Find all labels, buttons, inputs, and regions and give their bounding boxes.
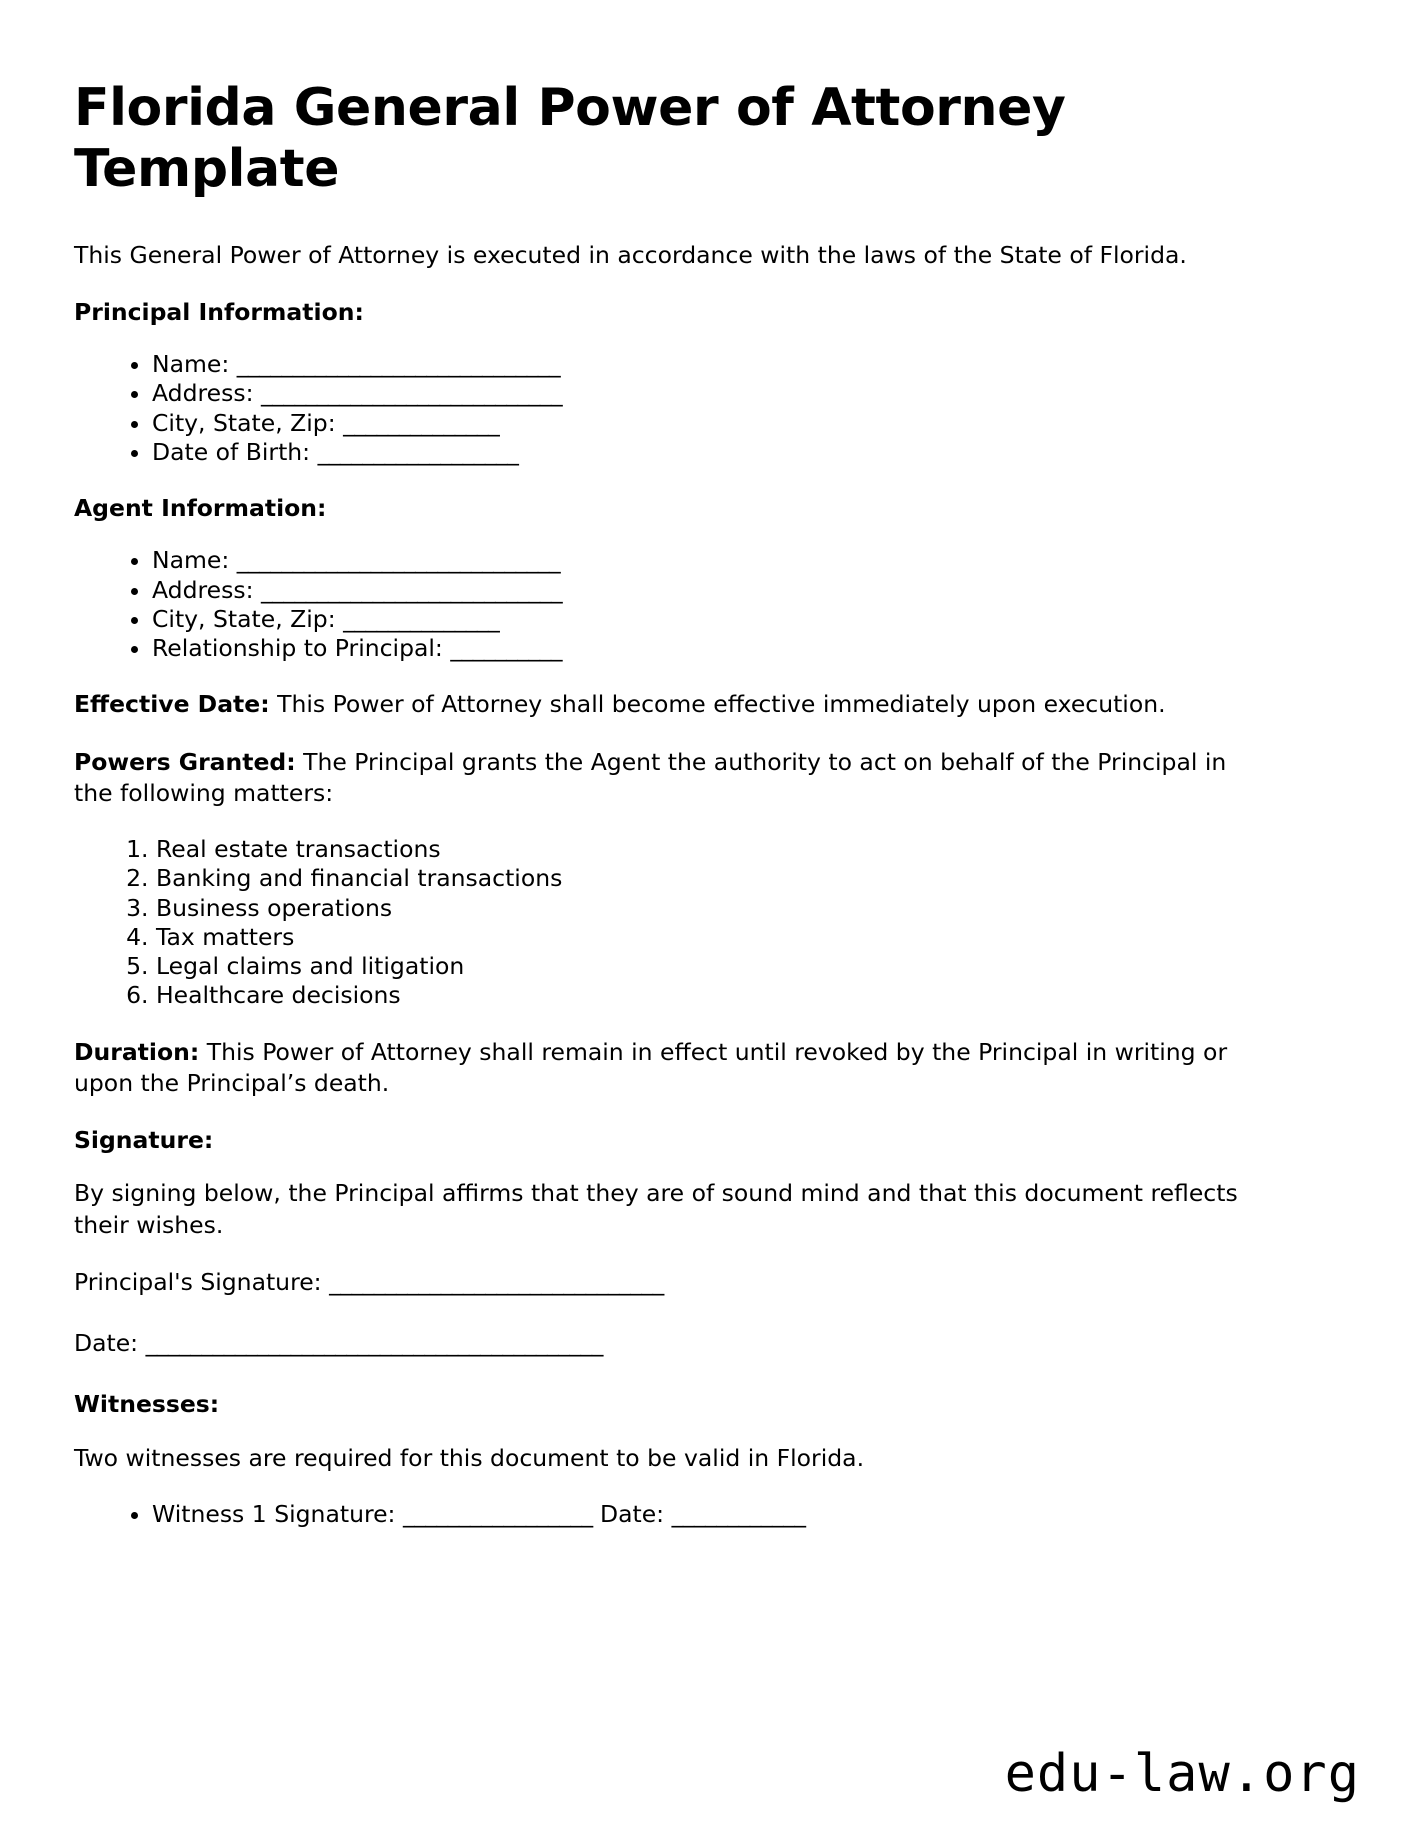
list-item: 3. Business operations: [156, 894, 1342, 923]
field-blank: ___________________________: [261, 575, 563, 604]
field-blank: ___________________________: [261, 379, 563, 408]
signature-statement: By signing below, the Principal affirms that they are of sound mind and that this document reflects their wishes.: [74, 1179, 1238, 1239]
intro-paragraph: This General Power of Attorney is executed in accordance with the laws of the State of Florida.: [74, 240, 1187, 269]
effective-date-text: This Power of Attorney shall become effective immediately upon execution.: [269, 690, 1166, 719]
field-label: Name:: [152, 350, 230, 379]
list-item: 1. Real estate transactions: [156, 835, 1342, 864]
site-watermark: edu-law.org: [1004, 1744, 1360, 1804]
powers-granted-paragraph: [74, 747, 1269, 810]
signature-heading: Signature:: [74, 1126, 214, 1155]
list-item: [152, 605, 1342, 634]
page-title: Florida General Power of Attorney Template: [74, 78, 1066, 199]
duration-label: Duration:: [74, 1037, 200, 1066]
field-label: Date of Birth:: [152, 437, 311, 466]
list-item: 5. Legal claims and litigation: [156, 952, 1342, 981]
duration-text: This Power of Attorney shall remain in effect until revoked by the Principal in writing or upon the Principal’s death.: [74, 1037, 1228, 1097]
principal-signature-label: Principal's Signature:: [74, 1267, 322, 1296]
field-label: City, State, Zip:: [152, 408, 336, 437]
field-blank: ______________: [343, 408, 500, 437]
principal-date-label: Date:: [74, 1329, 139, 1358]
field-blank: ______________: [343, 604, 500, 633]
field-label: Address:: [152, 379, 254, 408]
powers-granted-label: Powers Granted:: [74, 747, 296, 776]
powers-granted-text: The Principal grants the Agent the authority to act on behalf of the Principal in the following matters:: [74, 747, 1227, 807]
powers-granted-list: [74, 835, 1342, 1011]
effective-date-label: Effective Date:: [74, 690, 270, 719]
list-item: [152, 350, 1342, 379]
principal-date-line: [74, 1328, 1342, 1359]
field-label: Name:: [152, 546, 230, 575]
list-item: 6. Healthcare decisions: [156, 981, 1342, 1010]
list-item: [152, 438, 1342, 467]
witness-date-label: Date:: [600, 1499, 665, 1528]
field-blank: __________: [450, 634, 562, 663]
list-item: [152, 546, 1342, 575]
field-blank: __________________: [317, 437, 519, 466]
list-item: [152, 576, 1342, 605]
principal-signature-line: [74, 1267, 1342, 1298]
agent-information-heading: Agent Information:: [74, 494, 327, 523]
witness-signature-label: Witness 1 Signature:: [152, 1499, 396, 1528]
principal-information-list: [74, 350, 1342, 467]
list-item: [152, 1500, 1342, 1529]
list-item: [152, 634, 1342, 663]
field-label: City, State, Zip:: [152, 604, 336, 633]
principal-date-blank: _________________________________________: [145, 1329, 603, 1358]
witnesses-list: [74, 1500, 1342, 1529]
witnesses-heading: Witnesses:: [74, 1390, 220, 1419]
list-item: [152, 379, 1342, 408]
list-item: 2. Banking and financial transactions: [156, 864, 1342, 893]
witnesses-requirement: Two witnesses are required for this document to be valid in Florida.: [74, 1443, 865, 1472]
field-label: Address:: [152, 575, 254, 604]
field-blank: _____________________________: [236, 546, 561, 575]
agent-information-list: [74, 546, 1342, 663]
principal-signature-blank: ______________________________: [329, 1267, 664, 1296]
field-blank: _____________________________: [236, 350, 561, 379]
witness-signature-blank: _________________: [402, 1499, 593, 1528]
list-item: 4. Tax matters: [156, 923, 1342, 952]
list-item: [152, 409, 1342, 438]
duration-paragraph: [74, 1037, 1269, 1100]
field-label: Relationship to Principal:: [152, 634, 443, 663]
witness-date-blank: ____________: [671, 1499, 806, 1528]
effective-date-paragraph: [74, 689, 1269, 720]
principal-information-heading: Principal Information:: [74, 297, 364, 326]
